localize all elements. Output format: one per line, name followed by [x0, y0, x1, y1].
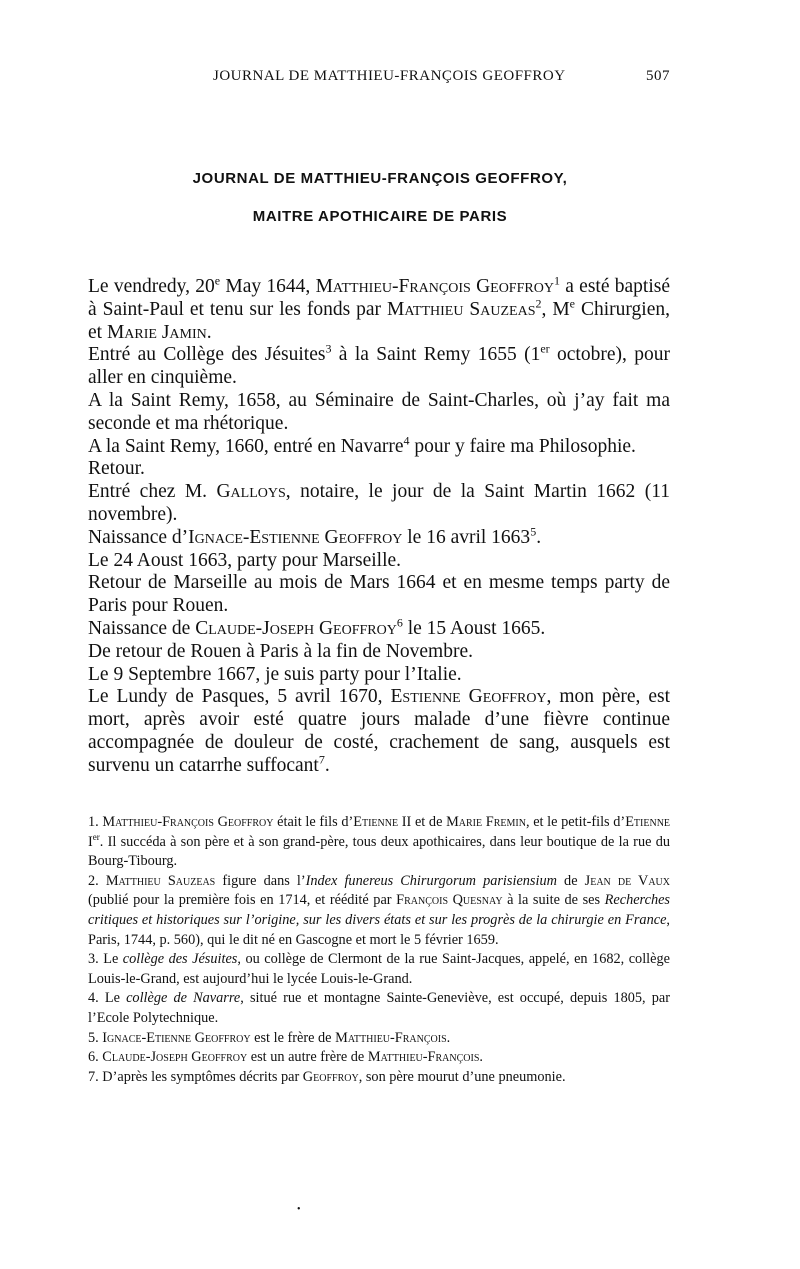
text: . — [206, 321, 212, 343]
person-name: Matthieu-François Geoffroy — [102, 814, 274, 830]
footnote — [88, 989, 670, 1028]
journal-paragraph — [88, 615, 670, 641]
footnote — [88, 872, 670, 950]
journal-paragraph — [88, 273, 670, 344]
text: à la suite de ses — [502, 892, 605, 909]
journal-paragraph — [88, 433, 670, 459]
italic-term: collège des Jésuites — [122, 951, 238, 968]
person-name: Galloys — [216, 481, 286, 503]
text: est un autre frère de — [247, 1049, 368, 1066]
footnote-ref: 3 — [325, 341, 332, 356]
superscript: e — [569, 296, 575, 311]
italic-term: collège de Navarre — [126, 990, 241, 1007]
footnote — [88, 1068, 670, 1088]
journal-paragraph — [88, 524, 670, 550]
person-name: Ignace-Estienne Geoffroy — [188, 526, 403, 548]
person-name: Geoffroy — [302, 1068, 359, 1085]
text: . — [324, 754, 330, 776]
book-title: Index funereus Chirurgorum parisiensium — [305, 872, 557, 889]
footnote — [88, 950, 670, 989]
text: . Il succéda à son père et à son grand-père, tous deux apothicaires, dans leur boutique de la rue du Bourg-Tibourg. — [88, 833, 670, 870]
person-name: Matthieu Sauzeas — [387, 298, 536, 320]
text: le 15 Aoust 1665. — [402, 617, 546, 639]
footnote-ref: 1 — [553, 273, 560, 288]
footnotes — [88, 813, 670, 1087]
text: , et le petit-fils d’ — [525, 814, 626, 830]
footnote — [88, 813, 670, 872]
person-name: Matthieu Sauzeas — [105, 872, 216, 889]
footnote-number: 1. — [88, 814, 103, 830]
journal-paragraph — [88, 481, 670, 527]
text: (publié pour la première fois en 1714, et réédité par — [88, 892, 397, 909]
person-name: Etienne — [353, 814, 399, 830]
text: Naissance de — [88, 617, 196, 639]
person-name: Etienne — [625, 814, 671, 830]
text: II et de — [398, 814, 447, 830]
text: . — [446, 1029, 451, 1046]
running-head-title: JOURNAL DE MATTHIEU-FRANÇOIS GEOFFROY — [213, 68, 566, 84]
text: Naissance d’ — [88, 526, 189, 548]
text: le 16 avril 1663 — [402, 526, 531, 548]
journal-paragraph: Le 9 Septembre 1667, je suis party pour l’Italie. — [88, 663, 462, 685]
text: , mon père, est mort, après avoir esté quatre jours malade d’une fièvre continue accompagnée de douleur de costé, crachement de sang, ausquels est survenu un catarrhe suffocant — [88, 686, 670, 776]
text: Entré chez M. — [88, 481, 217, 503]
person-name: Jean de Vaux — [584, 872, 671, 889]
superscript: er — [92, 831, 100, 842]
person-name: Matthieu-François — [367, 1049, 480, 1066]
footnote-number: 6. — [88, 1049, 103, 1066]
footnote-ref: 5 — [530, 524, 537, 539]
person-name: François Quesnay — [396, 892, 503, 909]
book-title: Recherches critiques et historiques sur l’origine, sur les divers états et sur les progrès de la chirurgie en France — [88, 892, 670, 928]
text: de — [556, 872, 585, 889]
footnote-number: 3. Le — [88, 951, 123, 968]
footnote-number: 2. — [88, 872, 106, 889]
text: figure dans l’ — [215, 872, 306, 889]
journal-paragraph — [88, 341, 670, 390]
journal-paragraph: De retour de Rouen à Paris à la fin de Novembre. — [88, 640, 473, 662]
text: a esté baptisé à Saint-Paul et tenu sur les fonds par — [88, 276, 670, 320]
text: , ou collège de Clermont de la rue Saint-Jacques, appelé, en 1682, collège Louis-le-Grand, est aujourd’hui le lycée Louis-le-Grand. — [88, 951, 670, 987]
text: May 1644, — [220, 276, 316, 297]
text: était le fils d’ — [273, 814, 354, 830]
text: , notaire, le jour de la Saint Martin 1662 (11 novembre). — [88, 481, 670, 525]
footnote-number: 4. Le — [88, 990, 127, 1007]
text: A la Saint Remy, 1660, entré en Navarre — [88, 435, 404, 457]
text: , son père mourut d’une pneumonie. — [358, 1068, 566, 1085]
journal-paragraph — [88, 686, 670, 777]
footnote-number: 7. D’après les symptômes décrits par — [88, 1068, 303, 1085]
journal-paragraph: Retour. — [88, 458, 145, 480]
text: , M — [541, 298, 570, 320]
footnote-ref: 7 — [318, 752, 325, 767]
text: octobre), pour aller en cinquième. — [88, 344, 670, 389]
text: Le vendredy, 20 — [88, 276, 215, 297]
journal-paragraph: Retour de Marseille au mois de Mars 1664 et en mesme temps party de Paris pour Rouen. — [88, 572, 670, 617]
footnote-number: 5. — [88, 1029, 103, 1046]
text: Entré au Collège des Jésuites — [88, 344, 326, 366]
person-name: Marie Fremin — [446, 814, 526, 830]
person-name: Claude-Joseph Geoffroy — [102, 1049, 248, 1066]
footnote-ref: 6 — [396, 615, 403, 630]
text: . — [479, 1049, 483, 1066]
journal-paragraph: Le 24 Aoust 1663, party pour Marseille. — [88, 549, 402, 571]
text: est le frère de — [250, 1029, 336, 1046]
journal-paragraph: A la Saint Remy, 1658, au Séminaire de Saint-Charles, où j’ay fait ma seconde et ma rhétorique. — [88, 389, 670, 434]
person-name: Matthieu-François Geoffroy — [315, 276, 554, 297]
person-name: Marie Jamin — [106, 321, 207, 343]
running-head — [88, 68, 670, 92]
text: , Paris, 1744, p. 560), qui le dit né en Gascogne et mort le 5 février 1659. — [88, 911, 670, 948]
footnote-ref: 4 — [403, 433, 410, 448]
text: , situé rue et montagne Sainte-Geneviève, est occupé, depuis 1805, par l’Ecole Polytechnique. — [88, 990, 671, 1026]
text: Le Lundy de Pasques, 5 avril 1670, — [88, 686, 391, 708]
person-name: Claude-Joseph Geoffroy — [195, 617, 397, 639]
text: Chirurgien, et — [88, 298, 670, 343]
person-name: Ignace-Etienne Geoffroy — [102, 1029, 251, 1046]
text: . — [536, 526, 542, 548]
text: à la Saint Remy 1655 (1 — [331, 344, 541, 366]
journal-body — [88, 273, 670, 778]
person-name: Estienne Geoffroy — [390, 686, 547, 708]
footnote — [88, 1048, 670, 1068]
print-speck: • — [297, 1204, 301, 1215]
text: I — [88, 833, 93, 850]
footnote-ref: 2 — [535, 296, 542, 311]
person-name: Matthieu-François — [335, 1029, 447, 1046]
text: pour y faire ma Philosophie. — [409, 435, 636, 457]
page-number: 507 — [646, 68, 670, 84]
article-title: JOURNAL DE MATTHIEU-FRANÇOIS GEOFFROY, — [192, 170, 568, 187]
superscript: er — [540, 341, 550, 356]
footnote — [88, 1029, 670, 1049]
article-subtitle: MAITRE APOTHICAIRE DE PARIS — [252, 208, 508, 225]
superscript: e — [214, 273, 221, 288]
